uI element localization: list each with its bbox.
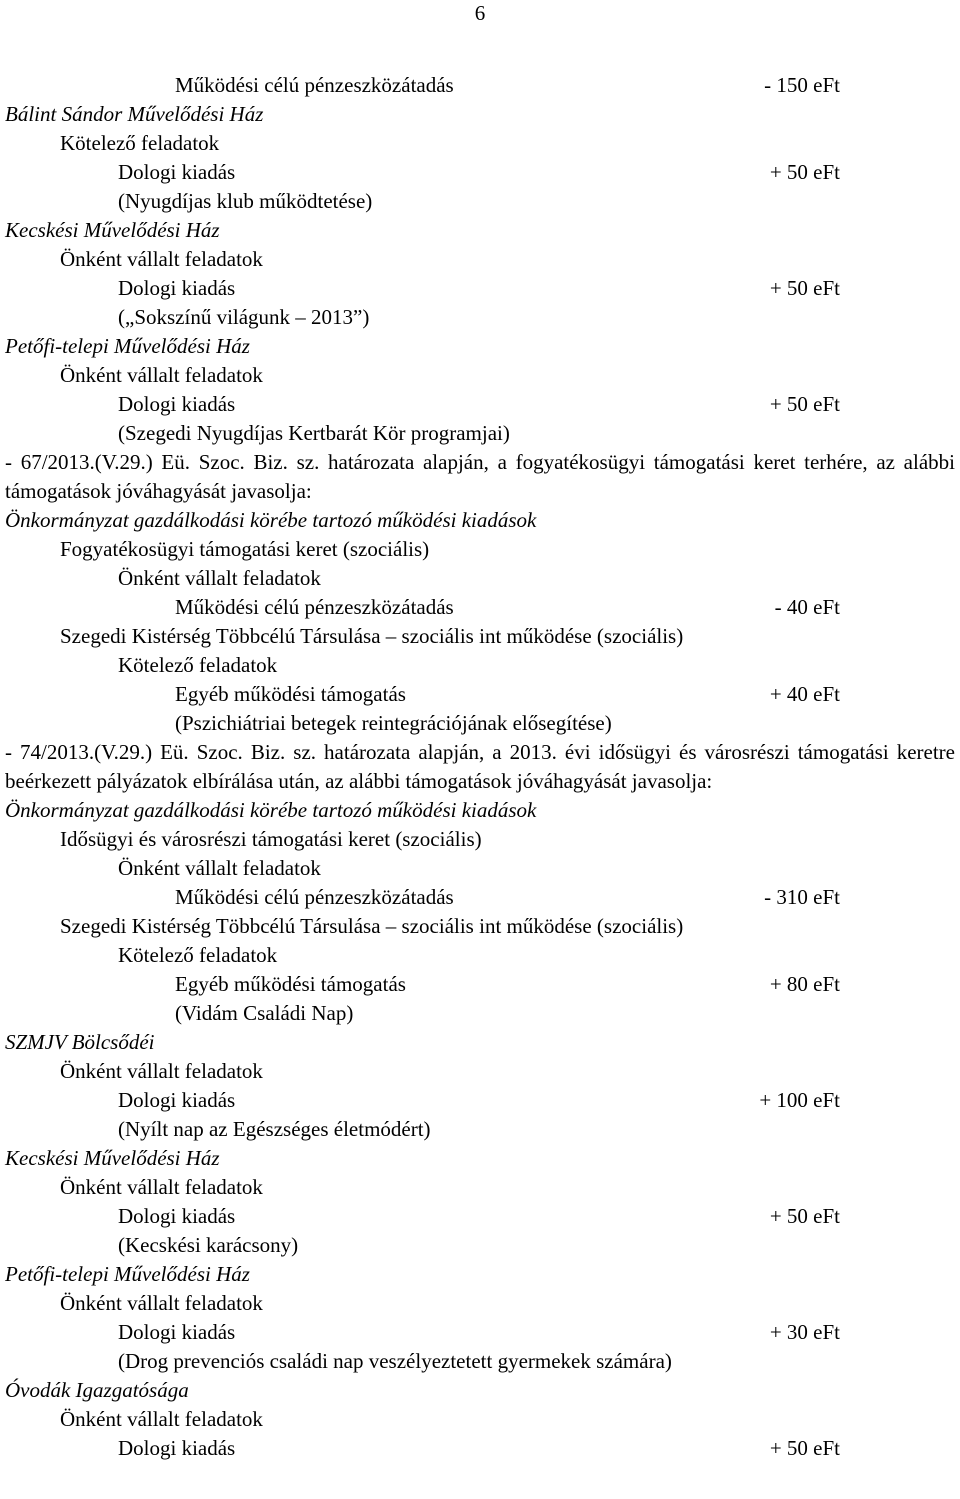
item-note: („Sokszínű világunk – 2013”) bbox=[118, 305, 370, 329]
line bbox=[5, 680, 955, 709]
line bbox=[5, 71, 955, 100]
org-name: Kecskési Művelődési Ház bbox=[5, 1146, 220, 1170]
fund-name: Fogyatékosügyi támogatási keret (szociális) bbox=[60, 537, 430, 561]
line bbox=[5, 999, 955, 1028]
line bbox=[5, 1260, 955, 1289]
item-label: Egyéb működési támogatás bbox=[175, 682, 406, 706]
line bbox=[5, 564, 955, 593]
item-label: Dologi kiadás bbox=[118, 1204, 236, 1228]
line bbox=[5, 1057, 955, 1086]
amount: - 310 eFt bbox=[764, 885, 840, 909]
line bbox=[5, 274, 955, 303]
line bbox=[5, 535, 955, 564]
line bbox=[5, 332, 955, 361]
section-heading: Önkormányzat gazdálkodási körébe tartozó működési kiadások bbox=[5, 508, 537, 532]
line bbox=[5, 245, 955, 274]
task-type: Önként vállalt feladatok bbox=[60, 1059, 263, 1083]
line bbox=[5, 1028, 955, 1057]
org-name: Kecskési Művelődési Ház bbox=[5, 218, 220, 242]
org-name: Petőfi-telepi Művelődési Ház bbox=[5, 334, 250, 358]
item-label: Egyéb működési támogatás bbox=[175, 972, 406, 996]
amount: + 30 eFt bbox=[769, 1320, 840, 1344]
item-label: Dologi kiadás bbox=[118, 1088, 236, 1112]
resolution-paragraph: - 67/2013.(V.29.) Eü. Szoc. Biz. sz. határozata alapján, a fogyatékosügyi támogatási keret terhére, az alábbi támogatások jóváhagyását javasolja: bbox=[5, 450, 955, 503]
line bbox=[5, 1231, 955, 1260]
task-type: Kötelező feladatok bbox=[118, 653, 278, 677]
item-note: (Drog prevenciós családi nap veszélyeztetett gyermekek számára) bbox=[118, 1349, 672, 1373]
line bbox=[5, 796, 955, 825]
item-label: Dologi kiadás bbox=[118, 1320, 236, 1344]
line bbox=[5, 361, 955, 390]
line bbox=[5, 651, 955, 680]
org-name: Szegedi Kistérség Többcélú Társulása – szociális int működése (szociális) bbox=[60, 914, 684, 938]
section-heading: Önkormányzat gazdálkodási körébe tartozó működési kiadások bbox=[5, 798, 537, 822]
amount: + 50 eFt bbox=[769, 160, 840, 184]
item-label: Működési célú pénzeszközátadás bbox=[175, 885, 454, 909]
task-type: Önként vállalt feladatok bbox=[60, 1407, 263, 1431]
amount: + 50 eFt bbox=[769, 276, 840, 300]
line bbox=[5, 1434, 955, 1463]
item-label: Működési célú pénzeszközátadás bbox=[175, 73, 454, 97]
document-body bbox=[5, 71, 955, 1463]
line bbox=[5, 593, 955, 622]
item-label: Dologi kiadás bbox=[118, 1436, 236, 1460]
item-label: Dologi kiadás bbox=[118, 276, 236, 300]
org-name: Petőfi-telepi Művelődési Ház bbox=[5, 1262, 250, 1286]
line bbox=[5, 709, 955, 738]
line bbox=[5, 825, 955, 854]
line bbox=[5, 1405, 955, 1434]
task-type: Kötelező feladatok bbox=[60, 131, 220, 155]
line bbox=[5, 622, 955, 651]
line bbox=[5, 1086, 955, 1115]
line bbox=[5, 1376, 955, 1405]
task-type: Önként vállalt feladatok bbox=[60, 1291, 263, 1315]
line bbox=[5, 1318, 955, 1347]
item-label: Dologi kiadás bbox=[118, 160, 236, 184]
line bbox=[5, 419, 955, 448]
line bbox=[5, 1115, 955, 1144]
task-type: Kötelező feladatok bbox=[118, 943, 278, 967]
line bbox=[5, 303, 955, 332]
item-note: (Vidám Családi Nap) bbox=[175, 1001, 354, 1025]
line bbox=[5, 912, 955, 941]
task-type: Önként vállalt feladatok bbox=[60, 1175, 263, 1199]
line bbox=[5, 390, 955, 419]
task-type: Önként vállalt feladatok bbox=[118, 856, 321, 880]
item-note: (Pszichiátriai betegek reintegrációjának elősegítése) bbox=[175, 711, 612, 735]
item-note: (Nyugdíjas klub működtetése) bbox=[118, 189, 373, 213]
line bbox=[5, 970, 955, 999]
org-name: Szegedi Kistérség Többcélú Társulása – szociális int működése (szociális) bbox=[60, 624, 684, 648]
amount: + 50 eFt bbox=[769, 1204, 840, 1228]
amount: + 80 eFt bbox=[769, 972, 840, 996]
amount: - 40 eFt bbox=[774, 595, 840, 619]
org-name: Bálint Sándor Művelődési Ház bbox=[5, 102, 264, 126]
item-note: (Szegedi Nyugdíjas Kertbarát Kör programjai) bbox=[118, 421, 510, 445]
amount: - 150 eFt bbox=[764, 73, 840, 97]
line bbox=[5, 941, 955, 970]
org-name: Óvodák Igazgatósága bbox=[5, 1378, 189, 1402]
task-type: Önként vállalt feladatok bbox=[60, 247, 263, 271]
line bbox=[5, 883, 955, 912]
item-note: (Nyílt nap az Egészséges életmódért) bbox=[118, 1117, 431, 1141]
line bbox=[5, 158, 955, 187]
line bbox=[5, 100, 955, 129]
amount: + 100 eFt bbox=[759, 1088, 840, 1112]
line bbox=[5, 1202, 955, 1231]
line bbox=[5, 216, 955, 245]
item-note: (Kecskési karácsony) bbox=[118, 1233, 299, 1257]
line bbox=[5, 1173, 955, 1202]
line bbox=[5, 854, 955, 883]
page-number: 6 bbox=[474, 1, 486, 25]
amount: + 40 eFt bbox=[769, 682, 840, 706]
task-type: Önként vállalt feladatok bbox=[118, 566, 321, 590]
line bbox=[5, 1144, 955, 1173]
org-name: SZMJV Bölcsődéi bbox=[5, 1030, 155, 1054]
task-type: Önként vállalt feladatok bbox=[60, 363, 263, 387]
fund-name: Idősügyi és városrészi támogatási keret (szociális) bbox=[60, 827, 482, 851]
line bbox=[5, 506, 955, 535]
amount: + 50 eFt bbox=[769, 392, 840, 416]
resolution-paragraph: - 74/2013.(V.29.) Eü. Szoc. Biz. sz. határozata alapján, a 2013. évi idősügyi és városrészi támogatási keretre beérkezett pályázatok elbírálása után, az alábbi támogatások jóváhagyását javasolja: bbox=[5, 740, 955, 793]
item-label: Dologi kiadás bbox=[118, 392, 236, 416]
amount: + 50 eFt bbox=[769, 1436, 840, 1460]
item-label: Működési célú pénzeszközátadás bbox=[175, 595, 454, 619]
line bbox=[5, 129, 955, 158]
line bbox=[5, 187, 955, 216]
line bbox=[5, 1347, 955, 1376]
line bbox=[5, 1289, 955, 1318]
